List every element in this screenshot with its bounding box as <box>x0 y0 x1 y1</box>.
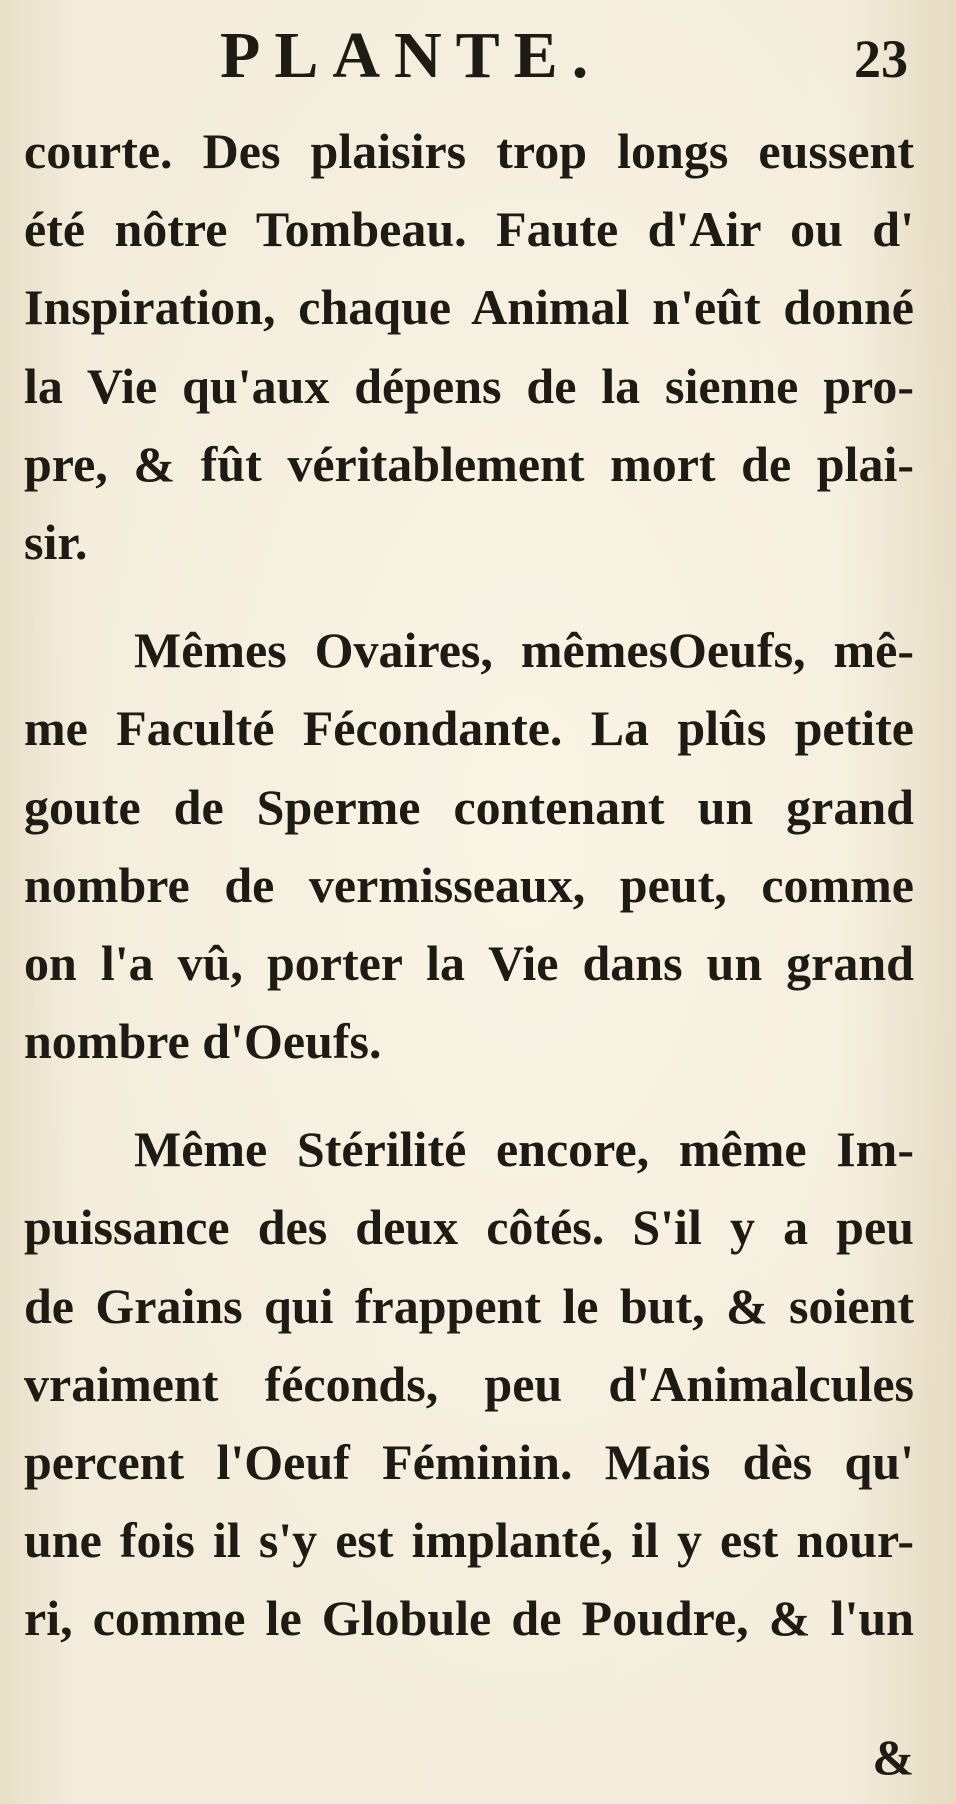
body-text <box>24 112 914 1658</box>
text-line: nombre d'Oeufs. <box>24 1013 382 1070</box>
text-line: ri, comme le Globule de Poudre, & l'un <box>24 1590 914 1647</box>
text-line: Mêmes Ovaires, mêmesOeufs, mê- <box>134 622 914 679</box>
text-line: nombre de vermisseaux, peut, comme <box>24 856 914 913</box>
page-header <box>0 18 956 98</box>
text-line: sir. <box>24 513 88 570</box>
text-line: la Vie qu'aux dépens de la sienne pro- <box>24 357 914 414</box>
page-number: 23 <box>854 29 908 89</box>
text-line: pre, & fût véritablement mort de plai- <box>24 435 914 492</box>
text-line: goute de Sperme contenant un grand <box>24 778 914 835</box>
text-line: percent l'Oeuf Féminin. Mais dès qu' <box>24 1434 914 1490</box>
text-line: courte. Des plaisirs trop longs eussent <box>24 123 914 179</box>
text-line: Même Stérilité encore, même Im- <box>134 1121 914 1178</box>
text-line: Inspiration, chaque Animal n'eût donné <box>24 279 914 336</box>
paragraph-gap <box>24 1080 914 1110</box>
running-title: PLANTE. <box>220 19 603 92</box>
text-line: puissance des deux côtés. S'il y a peu <box>24 1199 914 1256</box>
text-line: une fois il s'y est implanté, il y est nour- <box>24 1512 914 1569</box>
text-line: me Faculté Fécondante. La plûs petite <box>24 700 914 757</box>
text-line: de Grains qui frappent le but, & soient <box>24 1277 914 1334</box>
text-line: été nôtre Tombeau. Faute d'Air ou d' <box>24 201 914 258</box>
text-line: on l'a vû, porter la Vie dans un grand <box>24 934 914 991</box>
catchword: & <box>872 1729 914 1785</box>
paragraph-gap <box>24 581 914 611</box>
text-line: vraiment féconds, peu d'Animalcules <box>24 1355 914 1412</box>
